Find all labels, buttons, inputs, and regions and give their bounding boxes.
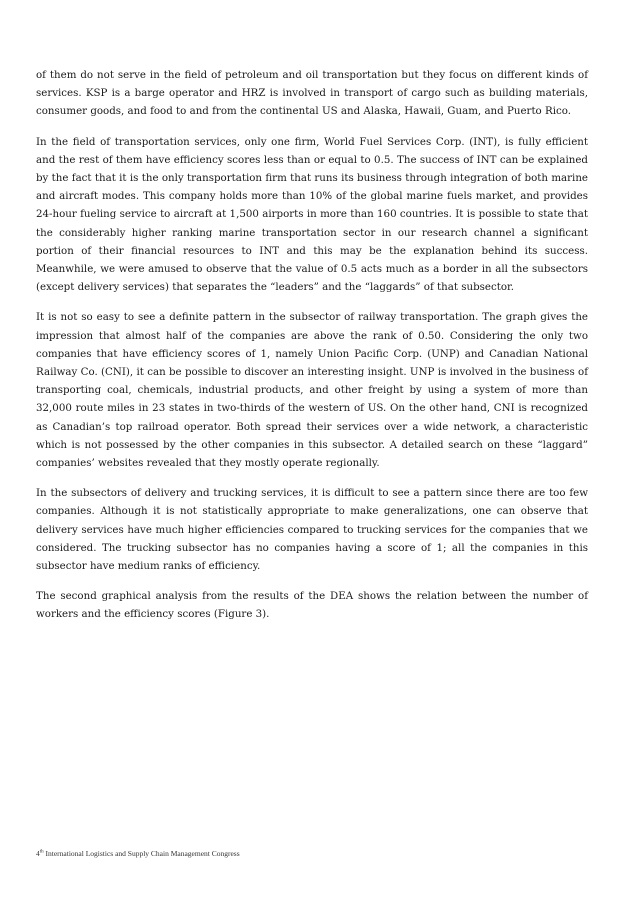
footer-ordinal-number: 4	[36, 849, 40, 858]
paragraph-delivery-trucking: In the subsectors of delivery and trucking services, it is difficult to see a pattern since there are too few companies. Although it is not statistically appropriate to make generalizations, one can observe that delivery services have much higher efficiencies compared to trucking services for the companies that we considered. The trucking subsector has no companies having a score of 1; all the companies in this subsector have medium ranks of efficiency.	[36, 487, 588, 573]
page-footer	[36, 848, 596, 860]
body-text	[36, 66, 588, 636]
paragraph-second-analysis: The second graphical analysis from the results of the DEA shows the relation between the number of workers and the efficiency scores (Figure 3).	[36, 590, 588, 621]
paragraph-transportation-services: In the field of transportation services, only one firm, World Fuel Services Corp. (INT), is fully efficient and the rest of them have efficiency scores less than or equal to 0.5. The success of INT can be explained by the fact that it is the only transportation firm that runs its business through integration of both marine and aircraft modes. This company holds more than 10% of the global marine fuels market, and provides 24-hour fueling service to aircraft at 1,500 airports in more than 160 countries. It is possible to state that the considerably higher ranking marine transportation sector in our research channel a significant portion of their financial resources to INT and this may be the explanation behind its success. Meanwhile, we were amused to observe that the value of 0.5 acts much as a border in all the subsectors (except delivery services) that separates the “leaders” and the “laggards” of that subsector.	[36, 135, 588, 294]
paragraph-railway-transportation: It is not so easy to see a definite pattern in the subsector of railway transportation. The graph gives the impression that almost half of the companies are above the rank of 0.50. Considering the only two companies that have efficiency scores of 1, namely Union Pacific Corp. (UNP) and Canadian National Railway Co. (CNI), it can be possible to discover an interesting insight. UNP is involved in the business of transporting coal, chemicals, industrial products, and other freight by using a system of more than 32,000 route miles in 23 states in two-thirds of the western of US. On the other hand, CNI is recognized as Canadian’s top railroad operator. Both spread their services over a wide network, a characteristic which is not possessed by the other companies in this subsector. A detailed search on these “laggard” companies’ websites revealed that they mostly operate regionally.	[36, 311, 588, 470]
paragraph-petroleum-services: of them do not serve in the field of petroleum and oil transportation but they focus on different kinds of services. KSP is a barge operator and HRZ is involved in transport of cargo such as building materials, consumer goods, and food to and from the continental US and Alaska, Hawaii, Guam, and Puerto Rico.	[36, 69, 588, 118]
footer-ordinal-suffix: th	[39, 849, 44, 855]
footer-congress-name: International Logistics and Supply Chain Management Congress	[43, 849, 240, 858]
